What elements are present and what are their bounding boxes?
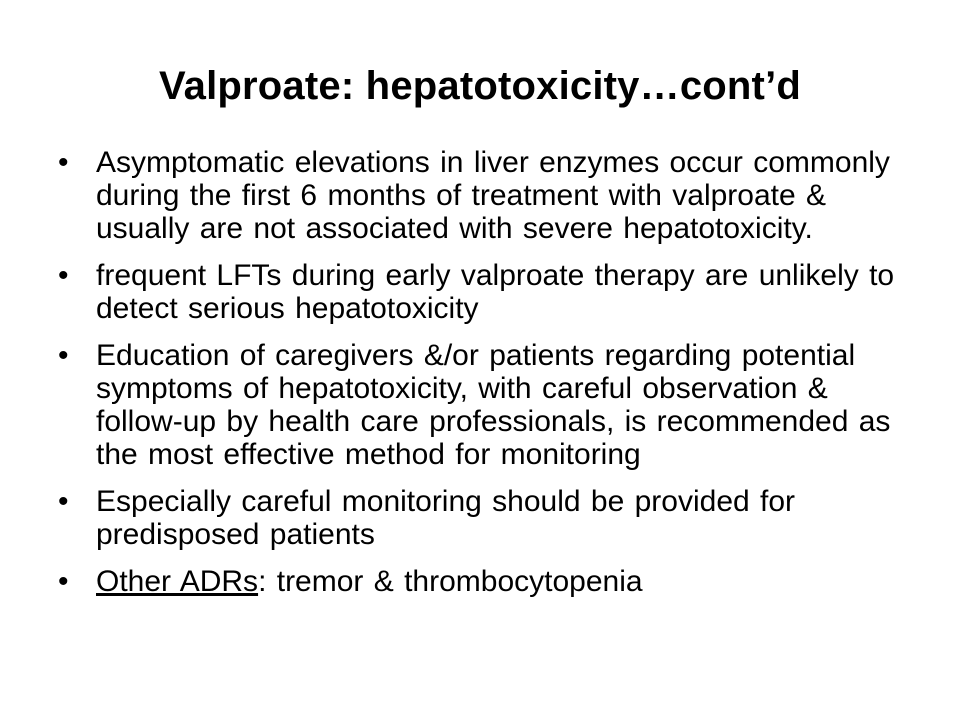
slide-title: Valproate: hepatotoxicity…cont’d bbox=[158, 64, 802, 108]
bullet-icon: • bbox=[58, 146, 69, 179]
bullet-list bbox=[58, 146, 908, 612]
list-item bbox=[58, 146, 908, 245]
bullet-icon: • bbox=[58, 565, 69, 598]
list-item bbox=[58, 259, 908, 325]
bullet-text: Asymptomatic elevations in liver enzymes occur commonly during the first 6 months of treatment with valproate & usually are not associated with severe hepatotoxicity. bbox=[96, 146, 890, 245]
bullet-icon: • bbox=[58, 259, 69, 292]
bullet-text: frequent LFTs during early valproate therapy are unlikely to detect serious hepatotoxicity bbox=[96, 259, 895, 325]
bullet-text: Education of caregivers &/or patients regarding potential symptoms of hepatotoxicity, with careful observation & follow-up by health care professionals, is recommended as the most effective method for monitoring bbox=[96, 339, 891, 471]
bullet-icon: • bbox=[58, 339, 69, 372]
underlined-heading: Other ADRs bbox=[96, 565, 259, 598]
bullet-icon: • bbox=[58, 485, 69, 518]
list-item bbox=[58, 565, 908, 598]
bullet-text: Especially careful monitoring should be provided for predisposed patients bbox=[96, 485, 796, 551]
list-item bbox=[58, 485, 908, 551]
bullet-text: : tremor & thrombocytopenia bbox=[258, 565, 643, 598]
list-item bbox=[58, 339, 908, 471]
